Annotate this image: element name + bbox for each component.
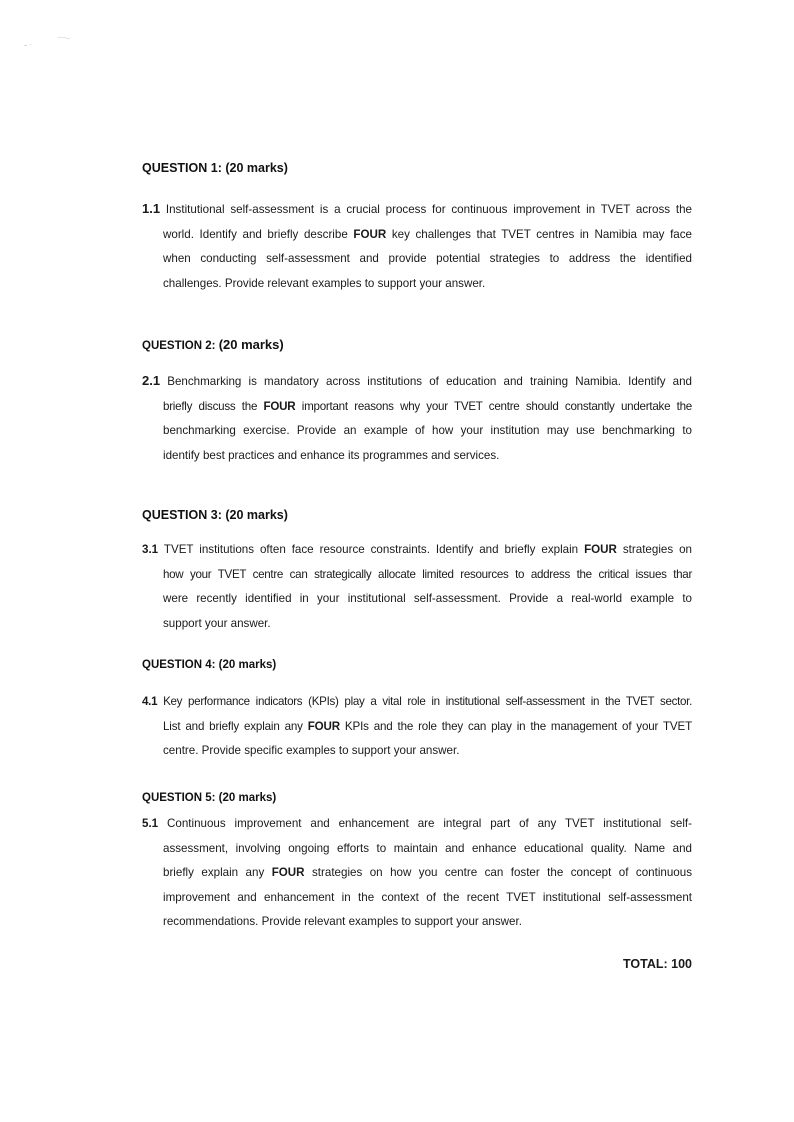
question-3-line-4: support your answer. bbox=[163, 616, 271, 630]
question-5-line-5: recommendations. Provide relevant examples to support your answer. bbox=[163, 915, 522, 929]
question-2-line-4: identify best practices and enhance its programmes and services. bbox=[163, 448, 500, 462]
question-4-line-2: List and briefly explain any FOUR KPIs and the role they can play in the management of your TVET bbox=[163, 719, 692, 733]
question-4-item bbox=[142, 690, 692, 764]
question-5-line-3: briefly explain any FOUR strategies on how you centre can foster the concept of continuous bbox=[163, 866, 692, 880]
question-3-line-3: were recently identified in your institutional self-assessment. Provide a real-world example to bbox=[163, 592, 692, 606]
question-5-number: 5.1 bbox=[142, 817, 159, 830]
question-1-line-3: when conducting self-assessment and provide potential strategies to address the identified bbox=[163, 252, 692, 266]
question-5-heading: QUESTION 5: (20 marks) bbox=[142, 792, 277, 804]
question-2-item bbox=[142, 369, 692, 468]
question-2-line-3: benchmarking exercise. Provide an example of how your institution may use benchmarking to bbox=[163, 424, 692, 438]
scan-artifact bbox=[22, 34, 82, 50]
question-2-number: 2.1 bbox=[142, 373, 161, 388]
question-2-line-1: Benchmarking is mandatory across institutions of education and training Namibia. Identify and bbox=[167, 375, 692, 388]
question-4-line-1: Key performance indicators (KPIs) play a vital role in institutional self-assessment in the TVET sector. bbox=[163, 695, 693, 708]
emphasis-four: FOUR bbox=[307, 719, 340, 733]
emphasis-four: FOUR bbox=[353, 227, 387, 241]
question-5-line-2: assessment, involving ongoing efforts to maintain and enhance educational quality. Name and bbox=[163, 841, 692, 855]
question-4-line-3: centre. Provide specific examples to support your answer. bbox=[163, 744, 460, 758]
question-1-number: 1.1 bbox=[142, 201, 161, 216]
question-1-line-2: world. Identify and briefly describe FOUR key challenges that TVET centres in Namibia may face bbox=[163, 227, 692, 241]
question-5-item bbox=[142, 812, 692, 935]
question-2-heading: QUESTION 2: (20 marks) bbox=[142, 337, 284, 352]
question-3-item bbox=[142, 538, 692, 636]
question-3-heading: QUESTION 3: (20 marks) bbox=[142, 508, 288, 522]
question-3-number: 3.1 bbox=[142, 543, 159, 556]
question-5-line-1: Continuous improvement and enhancement are integral part of any TVET institutional self- bbox=[167, 817, 692, 830]
question-1-item bbox=[142, 197, 692, 296]
question-2-line-2: briefly discuss the FOUR important reasons why your TVET centre should constantly undertake the bbox=[163, 399, 692, 413]
total-marks: TOTAL: 100 bbox=[623, 957, 692, 971]
question-3-line-1: TVET institutions often face resource constraints. Identify and briefly explain FOUR strategies on bbox=[163, 543, 693, 556]
emphasis-four: FOUR bbox=[271, 866, 305, 880]
question-5-line-4: improvement and enhancement in the context of the recent TVET institutional self-assessment bbox=[163, 890, 692, 904]
question-1-line-4: challenges. Provide relevant examples to support your answer. bbox=[163, 276, 486, 290]
question-1-heading: QUESTION 1: (20 marks) bbox=[142, 161, 288, 175]
question-4-heading: QUESTION 4: (20 marks) bbox=[142, 659, 277, 671]
emphasis-four: FOUR bbox=[263, 399, 296, 413]
question-4-number: 4.1 bbox=[142, 695, 158, 708]
emphasis-four: FOUR bbox=[584, 543, 617, 556]
question-3-line-2: how your TVET centre can strategically allocate limited resources to address the critical issues thar bbox=[163, 567, 692, 581]
question-1-line-1: Institutional self-assessment is a crucial process for continuous improvement in TVET across the bbox=[165, 203, 692, 216]
